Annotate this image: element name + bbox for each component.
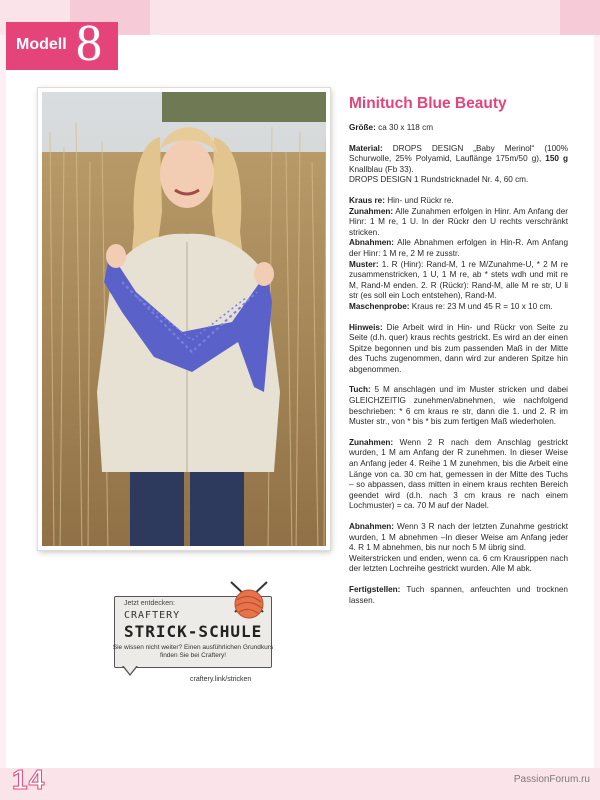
muster-value: 1. R (Hinr): Rand-M, 1 re M/Zunahme-U, * 2 M re zusammenstricken, 1 U, 1 M re, ab * stets wdh und mit re M, Rand-M enden. 2. R (Rückr): Rand-M, alle M re str, U li str (es soll ein Loch entstehen), Rand-M. — [349, 259, 568, 301]
material-section — [349, 144, 568, 186]
size-section — [349, 123, 568, 134]
abnahmen-def-line — [349, 238, 568, 259]
fertig-section — [349, 585, 568, 606]
abnahmen-section — [349, 522, 568, 575]
zunahmen-label: Zunahmen: — [349, 437, 394, 447]
info-box-tail-inner — [123, 665, 137, 674]
instructions-column — [349, 95, 568, 616]
hinweis-section — [349, 323, 568, 376]
material-amount-rest: Knallblau (Fb 33). — [349, 164, 414, 174]
zunahmen-def-line — [349, 207, 568, 239]
material-label: Material: — [349, 143, 383, 153]
info-brand: CRAFTERY — [124, 610, 181, 621]
muster-label: Muster: — [349, 259, 379, 269]
left-strip — [0, 35, 6, 768]
fertig-value: Tuch spannen, anfeuchten und trocknen lassen. — [349, 584, 568, 605]
material-value: DROPS DESIGN „Baby Merinol“ (100% Schurwolle, 25% Polyamid, Lauflänge 175m/50 g), — [349, 143, 568, 164]
info-text: Sie wissen nicht weiter? Einen ausführlichen Grundkurs finden Sie bei Craftery! — [112, 644, 274, 659]
tuch-section — [349, 385, 568, 427]
material-amount: 150 g — [545, 154, 568, 164]
zunahmen-value: Wenn 2 R nach dem Anschlag gestrickt wurden, 1 M am Anfang der R zunehmen. In dieser Weise an Anfang jeder 4. Reihe 1 M zunehmen, bis die Arbeit eine Länge von ca. 30 cm hat, gemessen in der Mitte des Tuchs – so abpassen, dass mitten in einem kraus rechten Bereich geendet wird (d.h. nach 3 cm kraus re nach einem Lochmuster) = ca. 70 M auf der Nadel. — [349, 437, 568, 511]
pattern-title: Minituch Blue Beauty — [349, 95, 507, 112]
zunahmen-section — [349, 438, 568, 512]
abnahmen-extra: Weiterstricken und enden, wenn ca. 6 cm Krausrippen nach der letzten Lochreihe gestrickt wurden. Alle M abk. — [349, 553, 568, 574]
page-number: 14 — [12, 764, 46, 795]
maschenprobe-line — [349, 302, 568, 313]
watermark: PassionForum.ru — [513, 774, 590, 785]
muster-line — [349, 260, 568, 302]
zunahmen-def-label: Zunahmen: — [349, 206, 394, 216]
fertig-label: Fertigstellen: — [349, 584, 401, 594]
top-tab — [560, 0, 600, 35]
tuch-label: Tuch: — [349, 385, 371, 395]
model-label: Modell — [16, 36, 67, 53]
craftery-link[interactable]: craftery.link/stricken — [190, 676, 252, 683]
maschenprobe-value: Kraus re: 23 M und 45 R = 10 x 10 cm. — [409, 301, 553, 311]
size-label: Größe: — [349, 123, 376, 132]
model-badge — [6, 15, 118, 72]
model-number: 8 — [76, 15, 102, 72]
hinweis-value: Die Arbeit wird in Hin- und Rückr von Seite zu Seite (d.h. quer) kraus rechts gestrickt. Es wird an der einen Spitze begonnen und bis zum passenden Maß in der Mitte des Tuchs zugenommen, dann wird zur anderen Spitze hin abgenommen. — [349, 322, 568, 374]
kraus-line — [349, 196, 568, 207]
tuch-value: 5 M anschlagen und im Muster stricken und dabei GLEICHZEITIG zunehmen/abnehmen, wie nachfolgend beschrieben: * 6 cm kraus re str, dann die 1. und 2. R im Muster str., von * bis * bis zum fertigen Maß wiederholen. — [349, 385, 568, 427]
info-title: STRICK-SCHULE — [124, 622, 263, 641]
hinweis-label: Hinweis: — [349, 322, 383, 332]
kraus-label: Kraus re: — [349, 195, 385, 205]
abnahmen-label: Abnahmen: — [349, 522, 395, 531]
kraus-value: Hin- und Rückr re. — [384, 195, 454, 205]
material-needle: DROPS DESIGN 1 Rundstricknadel Nr. 4, 60 cm. — [349, 175, 529, 185]
right-strip — [594, 35, 600, 768]
zunahmen-def-value: Alle Zunahmen erfolgen in Hinr. Am Anfang der Hinr: 1 M re, 1 U. In der Rückr den U rechts verschränkt stricken. — [349, 206, 568, 237]
yarn-ball-icon — [225, 578, 273, 624]
info-kicker: Jetzt entdecken: — [124, 600, 175, 607]
abnahmen-value: Wenn 3 R nach der letzten Zunahme gestrickt wurden, 1 M abnehmen –In dieser Weise am Anfang jeder 4. R 1 M abnehmen, bis nur noch 5 M übrig sind. — [349, 522, 568, 553]
photo-illustration — [42, 92, 330, 550]
maschenprobe-label: Maschenprobe: — [349, 301, 410, 311]
bottom-band — [0, 768, 600, 800]
model-photo — [38, 88, 330, 550]
size-value: ca 30 x 118 cm — [375, 123, 434, 132]
abnahmen-def-value: Alle Abnahmen erfolgen in Hin-R. Am Anfang der Hinr: 1 M re, 2 M re zusstr. — [349, 238, 568, 258]
techniques-section — [349, 196, 568, 313]
abnahmen-def-label: Abnahmen: — [349, 238, 395, 248]
